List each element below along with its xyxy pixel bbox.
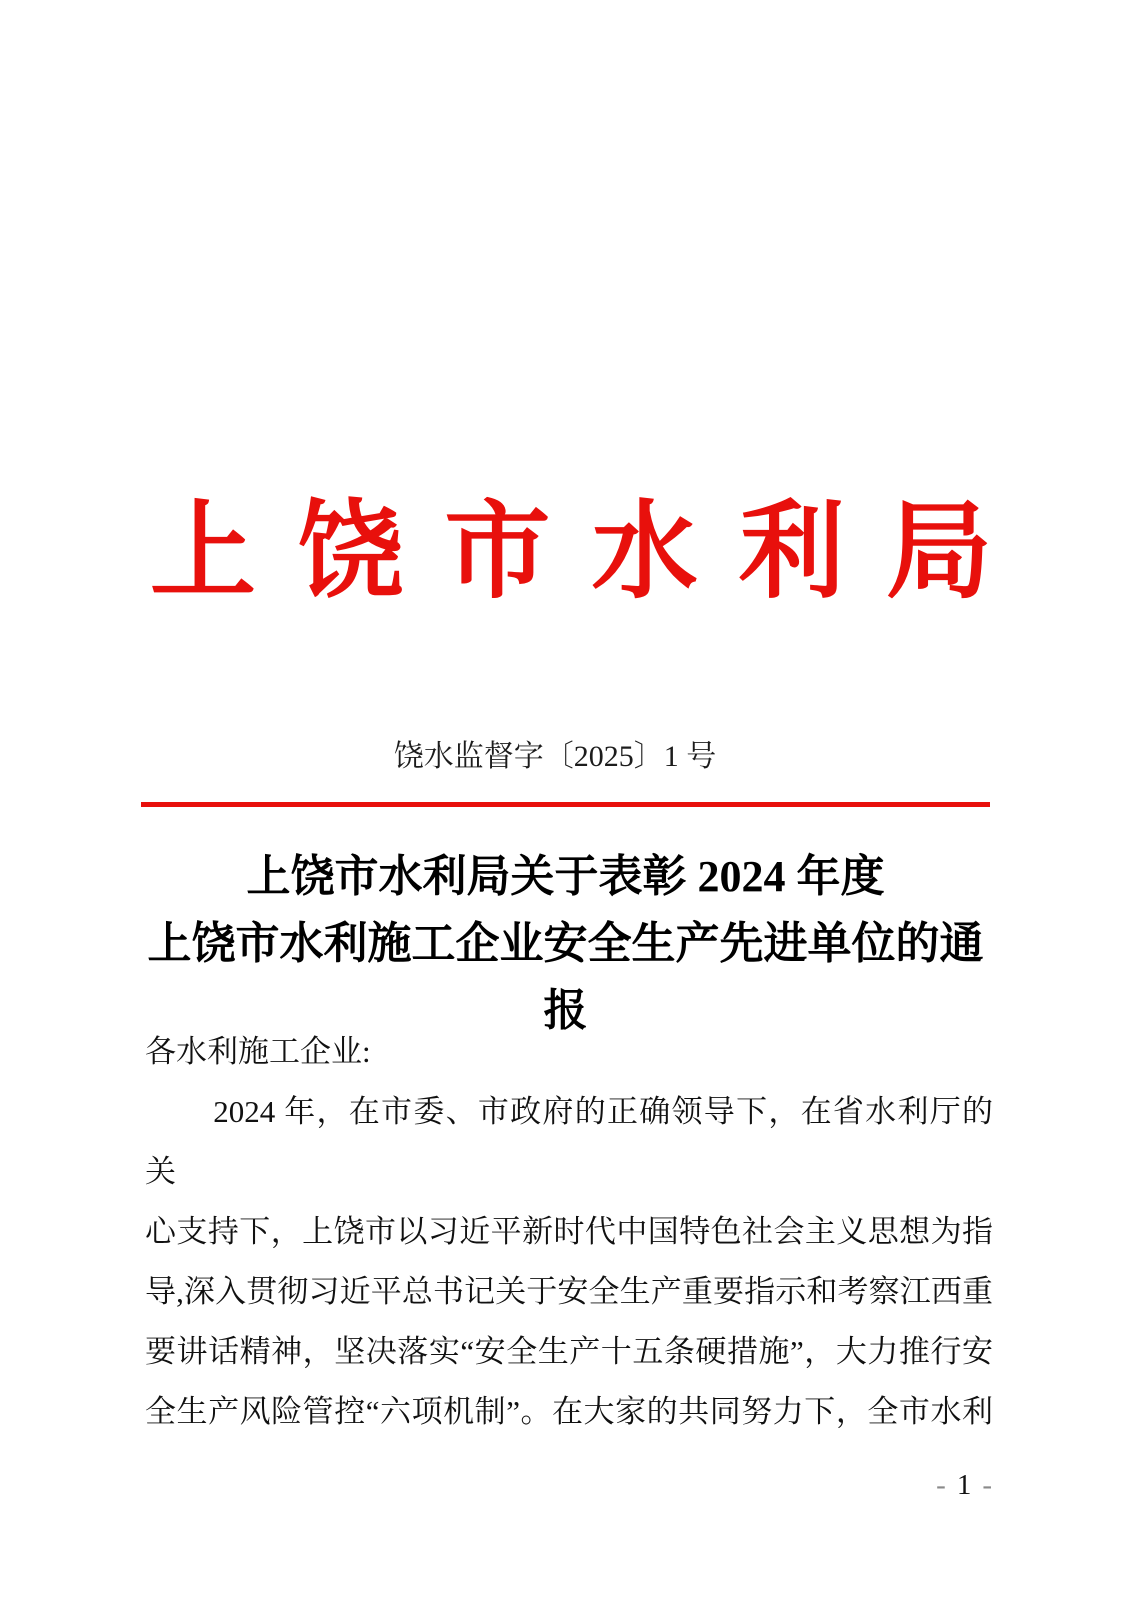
body-paragraph-line: 2024 年，在市委、市政府的正确领导下，在省水利厅的关: [145, 1094, 993, 1189]
page-number-suffix-dash: -: [982, 1469, 992, 1501]
document-title-line-2: 上饶市水利施工企业安全生产先进单位的通报: [147, 919, 984, 1035]
body-paragraph: [145, 1082, 993, 1442]
body-paragraph-line: 要讲话精神，坚决落实“安全生产十五条硬措施”，大力推行安: [145, 1334, 993, 1369]
body-paragraph-line: 导,深入贯彻习近平总书记关于安全生产重要指示和考察江西重: [145, 1274, 993, 1309]
page-number: [936, 1468, 992, 1502]
doc-reference-number: 饶水监督字〔2025〕1 号: [393, 740, 717, 773]
body-paragraph-line: 心支持下，上饶市以习近平新时代中国特色社会主义思想为指: [145, 1214, 993, 1249]
salutation: 各水利施工企业:: [145, 1034, 371, 1069]
document-title: [143, 843, 988, 1044]
page-number-prefix-dash: -: [936, 1469, 946, 1501]
page-number-value: 1: [956, 1469, 972, 1501]
body-paragraph-line: 全生产风险管控“六项机制”。在大家的共同努力下，全市水利: [145, 1394, 993, 1429]
document-title-line-1: 上饶市水利局关于表彰 2024 年度: [246, 852, 885, 901]
agency-masthead: 上 饶 市 水 利 局: [150, 494, 992, 611]
red-divider-line: [141, 802, 990, 807]
